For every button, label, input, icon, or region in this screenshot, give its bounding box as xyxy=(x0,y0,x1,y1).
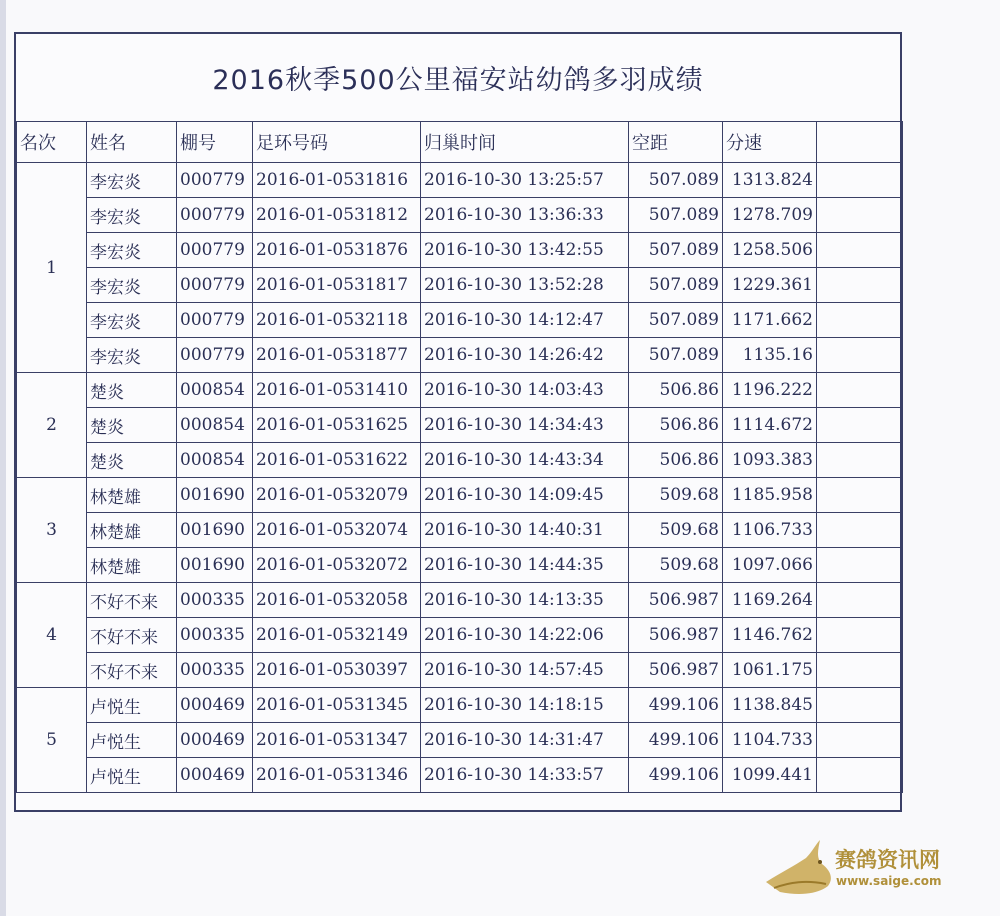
speed-cell: 1097.066 xyxy=(723,548,817,583)
ring-cell: 2016-01-0531346 xyxy=(253,758,421,793)
name-cell: 不好不来 xyxy=(87,618,177,653)
time-cell: 2016-10-30 14:12:47 xyxy=(421,303,629,338)
table-row xyxy=(17,548,903,583)
speed-cell: 1185.958 xyxy=(723,478,817,513)
loft-cell: 000469 xyxy=(177,723,253,758)
table-row xyxy=(17,373,903,408)
name-cell: 李宏炎 xyxy=(87,233,177,268)
ring-cell: 2016-01-0531410 xyxy=(253,373,421,408)
blank-cell xyxy=(817,163,903,198)
speed-cell: 1114.672 xyxy=(723,408,817,443)
blank-cell xyxy=(817,233,903,268)
speed-cell: 1169.264 xyxy=(723,583,817,618)
blank-cell xyxy=(817,653,903,688)
time-cell: 2016-10-30 14:22:06 xyxy=(421,618,629,653)
loft-cell: 000854 xyxy=(177,373,253,408)
page-title: 2016秋季500公里福安站幼鸽多羽成绩 xyxy=(212,64,704,96)
blank-cell xyxy=(817,443,903,478)
pigeon-logo-icon xyxy=(760,838,840,900)
blank-cell xyxy=(817,758,903,793)
distance-cell: 506.987 xyxy=(629,653,723,688)
distance-cell: 507.089 xyxy=(629,268,723,303)
loft-cell: 000469 xyxy=(177,688,253,723)
loft-cell: 000779 xyxy=(177,163,253,198)
speed-cell: 1313.824 xyxy=(723,163,817,198)
results-sheet xyxy=(14,32,902,812)
table-row xyxy=(17,723,903,758)
loft-cell: 000779 xyxy=(177,338,253,373)
ring-cell: 2016-01-0532072 xyxy=(253,548,421,583)
blank-cell xyxy=(817,338,903,373)
ring-cell: 2016-01-0532058 xyxy=(253,583,421,618)
blank-cell xyxy=(817,618,903,653)
time-cell: 2016-10-30 14:09:45 xyxy=(421,478,629,513)
rank-cell: 4 xyxy=(17,583,87,688)
time-cell: 2016-10-30 14:40:31 xyxy=(421,513,629,548)
loft-cell: 000779 xyxy=(177,233,253,268)
time-cell: 2016-10-30 14:13:35 xyxy=(421,583,629,618)
loft-cell: 000854 xyxy=(177,408,253,443)
distance-cell: 509.68 xyxy=(629,513,723,548)
blank-cell xyxy=(817,303,903,338)
speed-cell: 1138.845 xyxy=(723,688,817,723)
header-row xyxy=(17,122,903,163)
distance-cell: 506.987 xyxy=(629,583,723,618)
table-row xyxy=(17,338,903,373)
ring-cell: 2016-01-0531876 xyxy=(253,233,421,268)
table-row xyxy=(17,688,903,723)
rank-cell: 5 xyxy=(17,688,87,793)
table-row xyxy=(17,163,903,198)
loft-cell: 001690 xyxy=(177,478,253,513)
ring-cell: 2016-01-0531817 xyxy=(253,268,421,303)
time-cell: 2016-10-30 14:26:42 xyxy=(421,338,629,373)
ring-cell: 2016-01-0531816 xyxy=(253,163,421,198)
speed-cell: 1146.762 xyxy=(723,618,817,653)
table-row xyxy=(17,303,903,338)
speed-cell: 1106.733 xyxy=(723,513,817,548)
blank-cell xyxy=(817,583,903,618)
time-cell: 2016-10-30 14:43:34 xyxy=(421,443,629,478)
table-row xyxy=(17,443,903,478)
blank-cell xyxy=(817,688,903,723)
time-cell: 2016-10-30 14:18:15 xyxy=(421,688,629,723)
rank-cell: 3 xyxy=(17,478,87,583)
distance-cell: 507.089 xyxy=(629,303,723,338)
rank-cell: 2 xyxy=(17,373,87,478)
speed-cell: 1135.16 xyxy=(723,338,817,373)
blank-cell xyxy=(817,408,903,443)
speed-cell: 1229.361 xyxy=(723,268,817,303)
table-row xyxy=(17,198,903,233)
blank-cell xyxy=(817,198,903,233)
distance-cell: 506.987 xyxy=(629,618,723,653)
distance-cell: 507.089 xyxy=(629,163,723,198)
speed-cell: 1104.733 xyxy=(723,723,817,758)
loft-cell: 001690 xyxy=(177,513,253,548)
distance-cell: 509.68 xyxy=(629,548,723,583)
scan-left-edge xyxy=(0,0,6,916)
table-row xyxy=(17,233,903,268)
blank-cell xyxy=(817,373,903,408)
blank-cell xyxy=(817,478,903,513)
distance-cell: 509.68 xyxy=(629,478,723,513)
time-cell: 2016-10-30 14:34:43 xyxy=(421,408,629,443)
blank-cell xyxy=(817,723,903,758)
speed-cell: 1093.383 xyxy=(723,443,817,478)
name-cell: 李宏炎 xyxy=(87,198,177,233)
name-cell: 林楚雄 xyxy=(87,513,177,548)
col-header-blank xyxy=(817,122,903,163)
col-header-distance: 空距 xyxy=(629,122,723,163)
blank-cell xyxy=(817,268,903,303)
distance-cell: 499.106 xyxy=(629,723,723,758)
blank-cell xyxy=(817,513,903,548)
ring-cell: 2016-01-0531625 xyxy=(253,408,421,443)
loft-cell: 000335 xyxy=(177,583,253,618)
watermark-url: www.saige.com xyxy=(836,874,942,888)
time-cell: 2016-10-30 14:33:57 xyxy=(421,758,629,793)
name-cell: 林楚雄 xyxy=(87,478,177,513)
loft-cell: 000779 xyxy=(177,303,253,338)
results-table xyxy=(16,121,903,793)
blank-cell xyxy=(817,548,903,583)
name-cell: 楚炎 xyxy=(87,408,177,443)
time-cell: 2016-10-30 14:03:43 xyxy=(421,373,629,408)
time-cell: 2016-10-30 13:52:28 xyxy=(421,268,629,303)
name-cell: 不好不来 xyxy=(87,583,177,618)
speed-cell: 1061.175 xyxy=(723,653,817,688)
table-row xyxy=(17,618,903,653)
ring-cell: 2016-01-0531345 xyxy=(253,688,421,723)
table-row xyxy=(17,758,903,793)
loft-cell: 000335 xyxy=(177,653,253,688)
ring-cell: 2016-01-0530397 xyxy=(253,653,421,688)
col-header-loft: 棚号 xyxy=(177,122,253,163)
loft-cell: 000779 xyxy=(177,198,253,233)
distance-cell: 506.86 xyxy=(629,408,723,443)
ring-cell: 2016-01-0532118 xyxy=(253,303,421,338)
watermark-text: 赛鸽资讯网 xyxy=(835,848,940,872)
name-cell: 林楚雄 xyxy=(87,548,177,583)
speed-cell: 1258.506 xyxy=(723,233,817,268)
ring-cell: 2016-01-0532079 xyxy=(253,478,421,513)
distance-cell: 506.86 xyxy=(629,373,723,408)
loft-cell: 000854 xyxy=(177,443,253,478)
name-cell: 卢悦生 xyxy=(87,723,177,758)
distance-cell: 506.86 xyxy=(629,443,723,478)
name-cell: 卢悦生 xyxy=(87,758,177,793)
loft-cell: 000335 xyxy=(177,618,253,653)
table-row xyxy=(17,268,903,303)
name-cell: 楚炎 xyxy=(87,373,177,408)
time-cell: 2016-10-30 14:31:47 xyxy=(421,723,629,758)
table-row xyxy=(17,583,903,618)
loft-cell: 000469 xyxy=(177,758,253,793)
ring-cell: 2016-01-0531622 xyxy=(253,443,421,478)
table-row xyxy=(17,478,903,513)
table-row xyxy=(17,408,903,443)
ring-cell: 2016-01-0532074 xyxy=(253,513,421,548)
speed-cell: 1099.441 xyxy=(723,758,817,793)
ring-cell: 2016-01-0532149 xyxy=(253,618,421,653)
time-cell: 2016-10-30 13:42:55 xyxy=(421,233,629,268)
name-cell: 李宏炎 xyxy=(87,163,177,198)
table-row xyxy=(17,653,903,688)
time-cell: 2016-10-30 13:25:57 xyxy=(421,163,629,198)
ring-cell: 2016-01-0531812 xyxy=(253,198,421,233)
ring-cell: 2016-01-0531877 xyxy=(253,338,421,373)
watermark-logo xyxy=(760,838,960,900)
loft-cell: 001690 xyxy=(177,548,253,583)
time-cell: 2016-10-30 13:36:33 xyxy=(421,198,629,233)
speed-cell: 1278.709 xyxy=(723,198,817,233)
name-cell: 李宏炎 xyxy=(87,338,177,373)
time-cell: 2016-10-30 14:44:35 xyxy=(421,548,629,583)
loft-cell: 000779 xyxy=(177,268,253,303)
name-cell: 李宏炎 xyxy=(87,268,177,303)
col-header-rank: 名次 xyxy=(17,122,87,163)
distance-cell: 507.089 xyxy=(629,338,723,373)
distance-cell: 507.089 xyxy=(629,198,723,233)
rank-cell: 1 xyxy=(17,163,87,373)
name-cell: 卢悦生 xyxy=(87,688,177,723)
name-cell: 不好不来 xyxy=(87,653,177,688)
col-header-speed: 分速 xyxy=(723,122,817,163)
name-cell: 李宏炎 xyxy=(87,303,177,338)
speed-cell: 1171.662 xyxy=(723,303,817,338)
table-row xyxy=(17,513,903,548)
col-header-time: 归巢时间 xyxy=(421,122,629,163)
distance-cell: 499.106 xyxy=(629,688,723,723)
time-cell: 2016-10-30 14:57:45 xyxy=(421,653,629,688)
distance-cell: 499.106 xyxy=(629,758,723,793)
col-header-ring: 足环号码 xyxy=(253,122,421,163)
name-cell: 楚炎 xyxy=(87,443,177,478)
distance-cell: 507.089 xyxy=(629,233,723,268)
col-header-name: 姓名 xyxy=(87,122,177,163)
ring-cell: 2016-01-0531347 xyxy=(253,723,421,758)
speed-cell: 1196.222 xyxy=(723,373,817,408)
